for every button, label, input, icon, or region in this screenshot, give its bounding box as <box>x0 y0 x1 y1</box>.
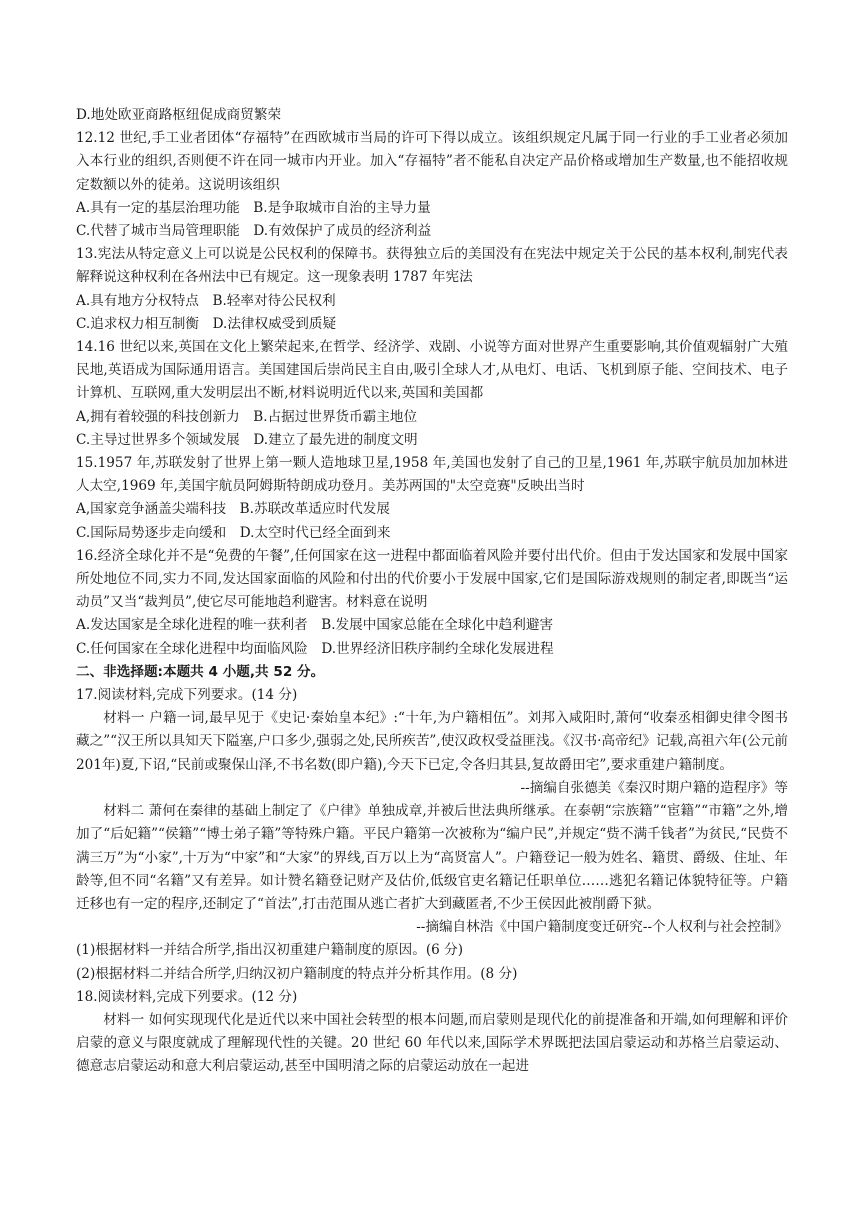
q12-options-ab: A.具有一定的基层治理功能 B.是争取城市自治的主导力量 <box>76 199 431 216</box>
q18-material-1: 材料一 如何实现现代化是近代以来中国社会转型的根本问题,而启蒙则是现代化的前提准备和开端,如何理解和评价启蒙的意义与限度就成了理解现代性的关键。20 世纪 60 年代以来,国际学术界既把法国启蒙运动和苏格兰启蒙运动、德意志启蒙运动和意大利启蒙运动,甚至中国明清之际的启蒙运动放在一起进 <box>76 1011 788 1075</box>
q15-options-cd: C.国际局势逐步走向缓和 D.太空时代已经全面到来 <box>76 524 391 541</box>
q17-source-2: --摘编自林浩《中国户籍制度变迁研究--个人权利与社会控制》 <box>416 919 788 936</box>
section-title-non-choice: 二、非选择题:本题共 4 小题,共 52 分。 <box>76 663 325 680</box>
q15-options-ab: A,国家竞争涵盖尖端科技 B.苏联改革适应时代发展 <box>76 501 390 518</box>
q16-options-ab: A.发达国家是全球化进程的唯一获利者 B.发展中国家总能在全球化中趋利避害 <box>76 617 554 634</box>
q17-source-1: --摘编自张德美《秦汉时期户籍的造程序》等 <box>520 779 788 796</box>
q13-stem: 13.宪法从特定意义上可以说是公民权利的保障书。获得独立后的美国没有在宪法中规定关于公民的基本权利,制宪代表解释说这种权利在各州法中已有规定。这一现象表明 1787 年宪法 <box>76 246 788 286</box>
q12-stem: 12.12 世纪,手工业者团体“存福特”在西欧城市当局的许可下得以成立。该组织规定凡属于同一行业的手工业者必须加入本行业的组织,否则便不许在同一城市内开业。加入“存福特”者不能私自决定产品价格或增加生产数量,也不能招收规定数额以外的徒弟。这说明该组织 <box>76 130 788 193</box>
q13-options-ab: A.具有地方分权特点 B.轻率对待公民权利 <box>76 292 336 309</box>
q15-stem: 15.1957 年,苏联发射了世界上第一颗人造地球卫星,1958 年,美国也发射了自己的卫星,1961 年,苏联宇航员加加林进人太空,1969 年,美国宇航员阿姆斯特朗成功登月。美苏两国的"太空竞赛"反映出当时 <box>76 455 788 495</box>
q18-intro: 18.阅读材料,完成下列要求。(12 分) <box>76 988 298 1005</box>
q11-option-d: D.地处欧亚商路枢纽促成商贸繁荣 <box>76 107 282 123</box>
q16-stem: 16.经济全球化并不是“免费的午餐”,任何国家在这一进程中都面临着风险并要付出代价。但由于发达国家和发展中国家所处地位不同,实力不同,发达国家面临的风险和付出的代价要小于发展中国家,它们是国际游戏规则的制定者,即既当“运动员”又当“裁判员”,使它尽可能地趋利避害。材料意在说明 <box>76 547 788 611</box>
q12-options-cd: C.代替了城市当局管理职能 D.有效保护了成员的经济利益 <box>76 223 432 240</box>
q14-stem: 14.16 世纪以来,英国在文化上繁荣起来,在哲学、经济学、戏剧、小说等方面对世界产生重要影响,其价值观辐射广大殖民地,英语成为国际通用语言。美国建国后崇尚民主自由,吸引全球人才,从电灯、电话、飞机到原子能、空间技术、电子计算机、互联网,重大发明层出不断,材料说明近代以来,英国和美国都 <box>76 339 788 402</box>
exam-page <box>76 104 788 1079</box>
q14-options-cd: C.主导过世界多个领域发展 D.建立了最先进的制度文明 <box>76 431 418 448</box>
q17-material-1: 材料一 户籍一词,最早见于《史记·秦始皇本纪》:“十年,为户籍相伍”。刘邦入咸阳时,萧何“收秦丞相御史律令图书藏之”“汉王所以具知天下隘塞,户口多少,强弱之处,民所疾苦”,使汉政权受益匪浅。《汉书·高帝纪》记载,高祖六年(公元前 201年)夏,下诏,“民前或聚保山泽,不书名数(即户籍),今天下已定,令各归其县,复故爵田宅”,要求重建户籍制度。 <box>76 710 788 773</box>
q17-intro: 17.阅读材料,完成下列要求。(14 分) <box>76 687 298 704</box>
q17-material-2: 材料二 萧何在秦律的基础上制定了《户律》单独成章,并被后世法典所继承。在泰朝“宗族籍”“宦籍”“市籍”之外,增加了“后妃籍”“侯籍”“博士弟子籍”等特殊户籍。平民户籍第一次被称为“编户民”,并规定“赀不满千钱者”为贫民,“民赀不满三万”为“小家”,十万为“中家”和“大家”的界线,百万以上为“高贤富人”。户籍登记一般为姓名、籍贯、爵级、住址、年龄等,但不同“名籍”又有差异。如计赞名籍登记财产及估价,低级官吏名籍记任职单位……逃犯名籍记体貌特征等。户籍迁移也有一定的程序,还制定了“首法”,打击范围从逃亡者扩大到藏匿者,不少王侯因此被削爵下狱。 <box>76 803 788 912</box>
q14-options-ab: A,拥有着较强的科技创新力 B.占据过世界货币霸主地位 <box>76 408 418 425</box>
q17-task-2: (2)根据材料二并结合所学,归纳汉初户籍制度的特点并分析其作用。(8 分) <box>76 965 518 982</box>
q17-task-1: (1)根据材料一并结合所学,指出汉初重建户籍制度的原因。(6 分) <box>76 942 463 959</box>
q13-options-cd: C.追求权力相互制衡 D.法律权威受到质疑 <box>76 315 337 332</box>
q16-options-cd: C.任何国家在全球化进程中均面临风险 D.世界经济旧秩序制约全球化发展进程 <box>76 640 554 657</box>
